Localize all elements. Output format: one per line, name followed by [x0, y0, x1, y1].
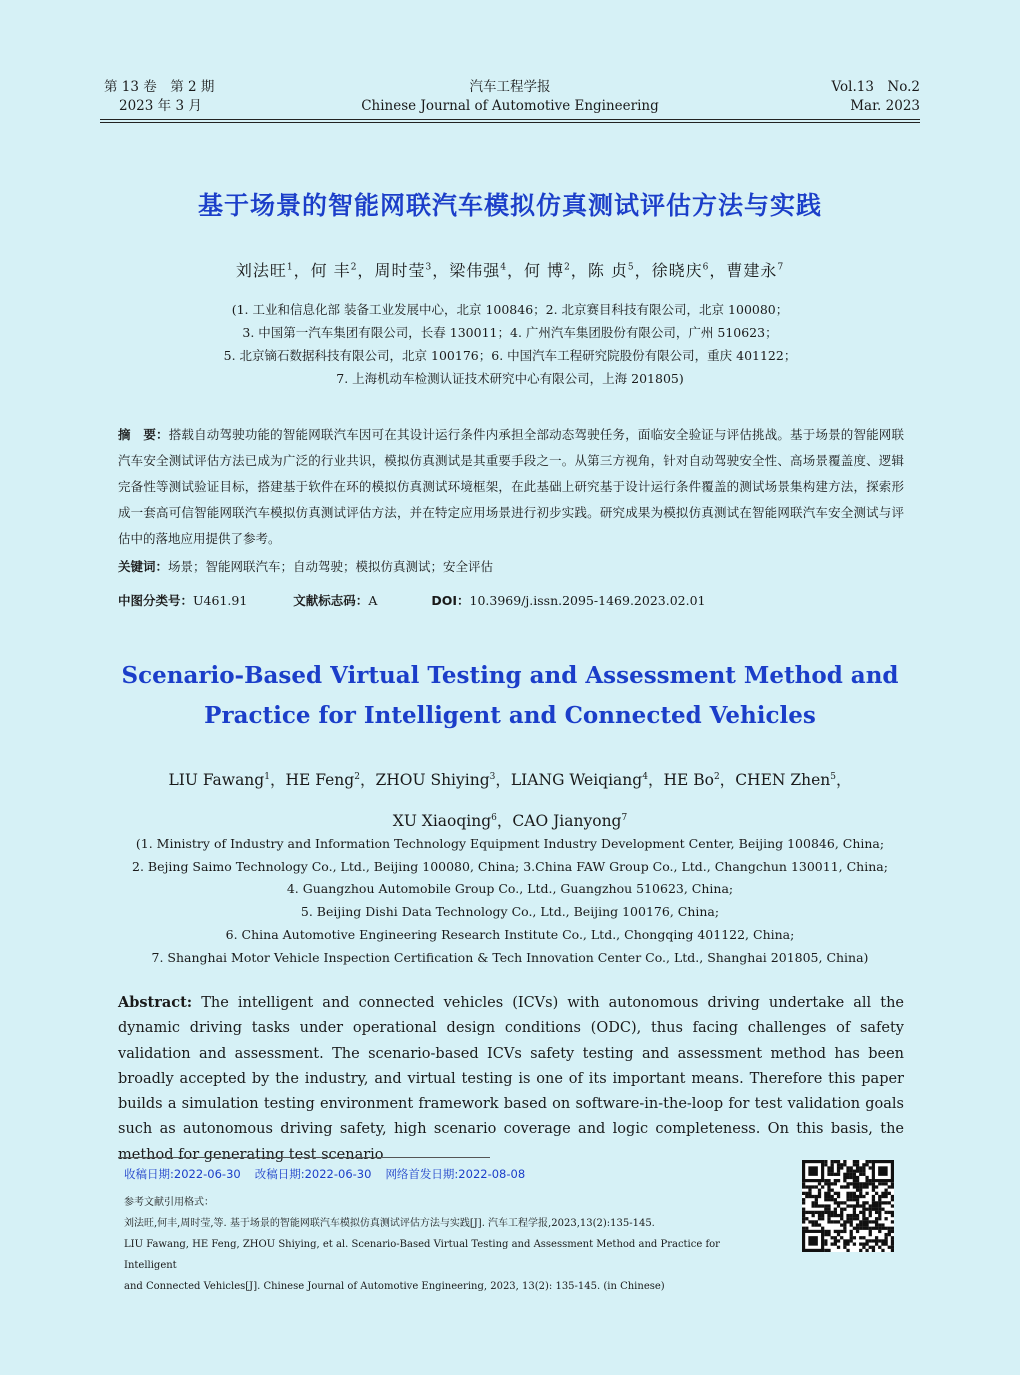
doi-label: DOI： [431, 593, 470, 608]
author: CAO Jianyong [512, 812, 622, 831]
header-rule [100, 122, 920, 123]
revised-date: 改稿日期:2022-06-30 [254, 1167, 372, 1181]
clc-label: 中图分类号： [118, 593, 194, 608]
author-affiliation-mark: 4 [642, 772, 648, 782]
cn-classification [118, 591, 904, 611]
author-affiliation-mark: 2 [354, 772, 360, 782]
author-affiliation-mark: 1 [286, 262, 294, 273]
author-affiliation-mark: 2 [713, 772, 720, 782]
en-authors: LIU Fawang$^1$，HE Feng$^2$，ZHOU Shiying$^3$，LIANG Weiqiang$^4$，HE Bo$^2$，CHEN Zhen$^5$， XU Xiaoqing$^6$，CAO Jianyong$^7$ [168, 771, 852, 831]
author-affiliation-mark: 6 [702, 262, 710, 273]
doc-code-value: A [368, 593, 378, 608]
footnote-rule [118, 1157, 490, 1158]
en-title: Scenario-Based Virtual Testing and Assessment Method and Practice for Intelligent and Connected Vehicles [121, 662, 899, 729]
cite-en-2: and Connected Vehicles[J]. Chinese Journal of Automotive Engineering, 2023, 13(2): 135-145. (in Chinese) [124, 1281, 665, 1292]
author: CHEN Zhen [735, 771, 831, 790]
author: LIU Fawang [168, 771, 265, 790]
cite-en-1: LIU Fawang, HE Feng, ZHOU Shiying, et al. Scenario-Based Virtual Testing and Assessment Method and Practice for Intelligent [124, 1239, 720, 1271]
author: XU Xiaoqing [392, 812, 492, 831]
affiliation-line: 3. 中国第一汽车集团有限公司，长春 130011；4. 广州汽车集团股份有限公司，广州 510623； [242, 325, 778, 340]
affiliation-line: 7. Shanghai Motor Vehicle Inspection Certification & Tech Innovation Center Co., Ltd., Shanghai 201805, China) [151, 949, 869, 965]
volume-issue-en: Vol.13 No.2 Mar. 2023 [831, 79, 920, 114]
doi-value: 10.3969/j.issn.2095-1469.2023.02.01 [469, 593, 706, 608]
en-abstract-text: The intelligent and connected vehicles (ICVs) with autonomous driving undertake all the dynamic driving tasks under operational design conditions (ODC), thus facing challenges of safety validation and assessment. The scenario-based ICVs safety testing and assessment method has been broadly accepted by the industry, and virtual testing is one of its important means. Therefore this paper builds a simulation testing environment framework based on software-in-the-loop for test validation goals such as autonomous driving safety, high scenario coverage and logic completeness. On this basis, the method for generating test scenario [118, 995, 905, 1163]
author: 梁伟强 [449, 261, 501, 280]
cn-abstract-text: 搭载自动驾驶功能的智能网联汽车因可在其设计运行条件内承担全部动态驾驶任务，面临安全验证与评估挑战。基于场景的智能网联汽车安全测试评估方法已成为广泛的行业共识，模拟仿真测试是其重要手段之一。从第三方视角，针对自动驾驶安全性、高场景覆盖度、逻辑完备性等测试验证目标，搭建基于软件在环的模拟仿真测试环境框架，在此基础上研究基于设计运行条件覆盖的测试场景集构建方法，探索形成一套高可信智能网联汽车模拟仿真测试评估方法，并在特定应用场景进行初步实践。研究成果为模拟仿真测试在智能网联汽车安全测试与评估中的落地应用提供了参考。 [118, 427, 904, 546]
cn-keywords-text: 场景；智能网联汽车；自动驾驶；模拟仿真测试；安全评估 [168, 559, 494, 574]
journal-name: 汽车工程学报 Chinese Journal of Automotive Engineering [361, 79, 659, 114]
author-affiliation-mark: 5 [627, 262, 635, 273]
en-abstract [118, 990, 904, 1168]
author: HE Bo [663, 771, 714, 790]
author-affiliation-mark: 1 [264, 772, 270, 782]
author-affiliation-mark: 4 [500, 262, 507, 273]
author-affiliation-mark: 2 [564, 262, 571, 273]
author: ZHOU Shiying [375, 771, 490, 790]
author: 徐晓庆 [651, 261, 703, 280]
affiliation-line: 4. Guangzhou Automobile Group Co., Ltd., Guangzhou 510623, China; [286, 881, 734, 897]
author: 周时莹 [374, 261, 426, 280]
author: 曹建永 [726, 261, 778, 280]
cn-abstract [118, 422, 904, 552]
author: 刘法旺 [235, 261, 287, 280]
author-affiliation-mark: 6 [491, 813, 497, 824]
cn-keywords [118, 557, 904, 577]
submission-dates [124, 1166, 525, 1182]
affiliation-line: (1. Ministry of Industry and Information Technology Equipment Industry Development Center, Beijing 100846, China; [135, 836, 885, 851]
author: LIANG Weiqiang [510, 771, 643, 790]
author: 陈 贞 [587, 261, 628, 280]
affiliation-line: 5. 北京镝石数据科技有限公司，北京 100176；6. 中国汽车工程研究院股份有限公司，重庆 401122； [223, 348, 797, 363]
author: 何 博 [523, 261, 565, 280]
author-affiliation-mark: 2 [350, 262, 358, 273]
affiliation-line: (1. 工业和信息化部 装备工业发展中心，北京 100846；2. 北京赛目科技有限公司，北京 100080； [231, 302, 789, 317]
citation-format [124, 1192, 774, 1297]
author-affiliation-mark: 3 [425, 262, 433, 273]
cn-abstract-label: 摘 要： [118, 427, 169, 442]
affiliation-line: 7. 上海机动车检测认证技术研究中心有限公司，上海 201805) [336, 371, 684, 386]
en-abstract-label: Abstract: [118, 994, 193, 1011]
qr-code-icon [802, 1160, 894, 1252]
author: 何 丰 [310, 261, 351, 280]
cite-label: 参考文献引用格式： [124, 1197, 214, 1208]
affiliation-line: 6. China Automotive Engineering Research Institute Co., Ltd., Chongqing 401122, China; [225, 926, 795, 942]
received-date: 收稿日期:2022-06-30 [124, 1167, 241, 1181]
affiliation-line: 2. Bejing Saimo Technology Co., Ltd., Beijing 100080, China; 3.China FAW Group Co., Ltd., Changchun 130011, China; [132, 858, 888, 874]
author-affiliation-mark: 3 [489, 772, 496, 782]
header-rule [100, 119, 920, 120]
author-affiliation-mark: 5 [830, 772, 837, 782]
volume-issue: 第 13 卷 第 2 期 2023 年 3 月 [104, 79, 215, 114]
cite-cn: 刘法旺,何丰,周时莹,等. 基于场景的智能网联汽车模拟仿真测试评估方法与实践[J]. 汽车工程学报,2023,13(2):135-145. [124, 1218, 655, 1229]
doc-code-label: 文献标志码： [293, 593, 369, 608]
running-header [100, 78, 920, 120]
online-date: 网络首发日期:2022-08-08 [385, 1167, 526, 1181]
author-affiliation-mark: 7 [621, 813, 628, 824]
clc-value: U461.91 [193, 593, 248, 608]
cn-affiliations [0, 298, 1020, 390]
en-affiliations [0, 833, 1020, 969]
author-affiliation-mark: 7 [777, 262, 785, 273]
author: HE Feng [285, 771, 355, 790]
cn-authors: 刘法旺$^1$，何 丰$^2$，周时莹$^3$，梁伟强$^4$，何 博$^2$，陈 贞$^5$，徐晓庆$^6$，曹建永$^7$ [235, 261, 785, 280]
cn-title: 基于场景的智能网联汽车模拟仿真测试评估方法与实践 [197, 191, 822, 220]
affiliation-line: 5. Beijing Dishi Data Technology Co., Ltd., Beijing 100176, China; [300, 904, 720, 920]
cn-keywords-label: 关键词： [118, 559, 169, 574]
